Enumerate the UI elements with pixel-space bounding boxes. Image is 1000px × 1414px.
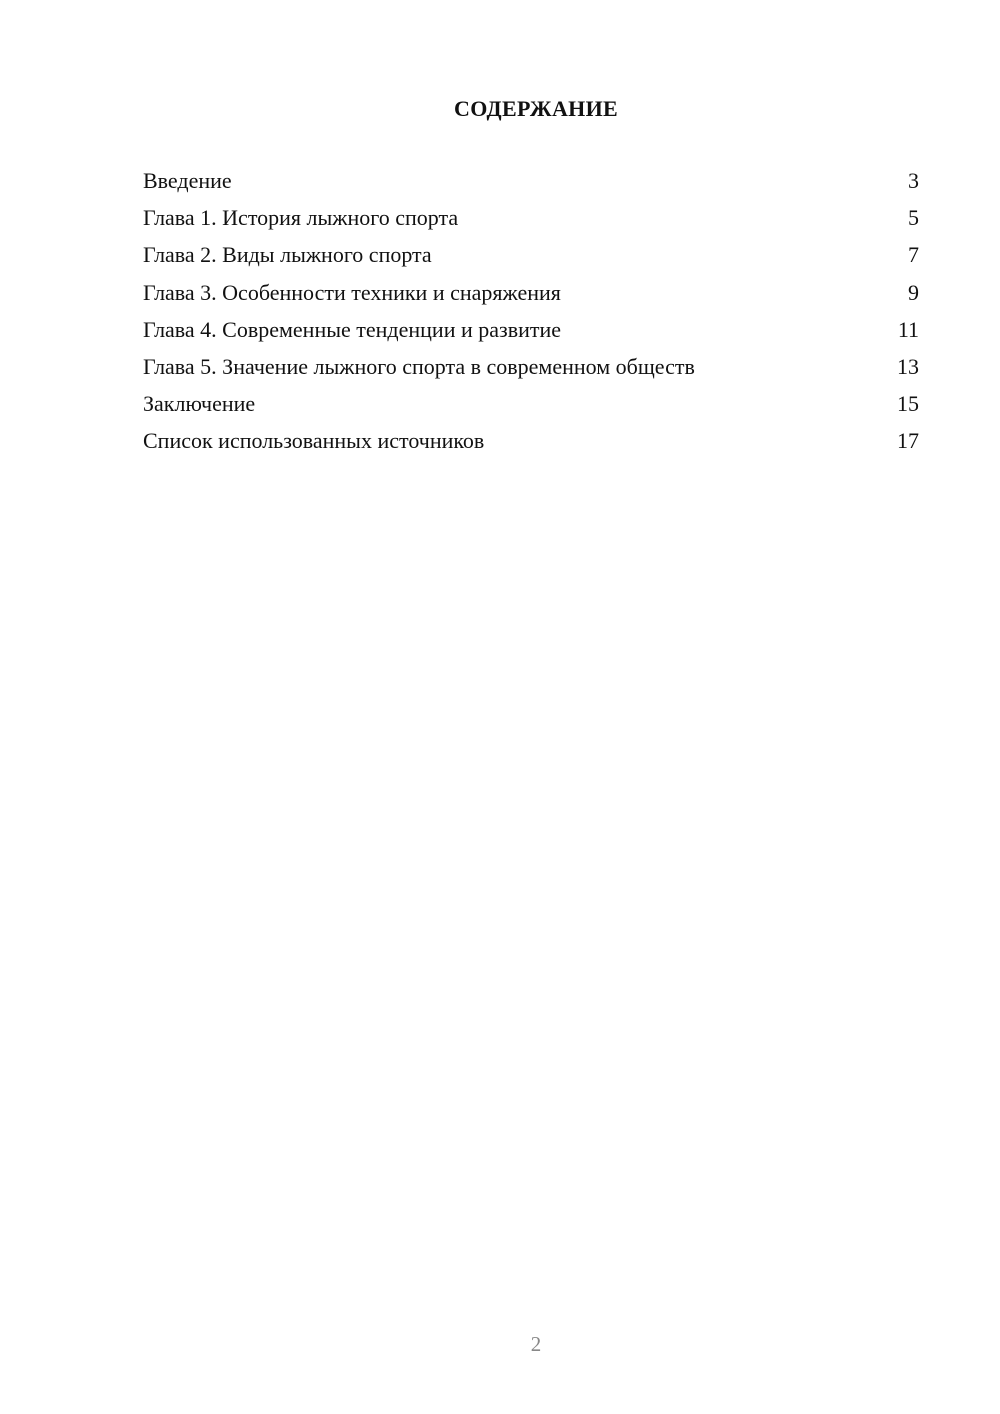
- toc-entry: [143, 428, 919, 465]
- table-of-contents: [143, 168, 919, 466]
- toc-entry-label: Глава 1. История лыжного спорта: [143, 205, 459, 231]
- toc-entry-page: 13: [897, 353, 919, 379]
- toc-entry: [143, 205, 919, 242]
- toc-entry-label: Глава 2. Виды лыжного спорта: [143, 242, 432, 268]
- toc-entry-label: Глава 4. Современные тенденции и развитие: [143, 316, 562, 342]
- toc-entry-label: Список использованных источников: [143, 428, 485, 454]
- toc-entry-page: 5: [908, 205, 919, 231]
- toc-entry-label: Введение: [143, 168, 232, 193]
- toc-entry-page: 3: [908, 168, 919, 193]
- toc-entry: [143, 391, 919, 428]
- toc-entry-page: 15: [897, 391, 919, 417]
- toc-entry: [143, 280, 919, 317]
- toc-entry-page: 11: [897, 316, 919, 342]
- toc-entry-label: Глава 5. Значение лыжного спорта в современном обществ: [143, 353, 695, 379]
- toc-entry-label: Заключение: [143, 391, 256, 417]
- toc-entry: [143, 317, 919, 354]
- toc-entry-page: 7: [908, 242, 919, 268]
- page-title: СОДЕРЖАНИЕ: [454, 96, 618, 121]
- toc-entry: [143, 242, 919, 279]
- page-number: 2: [530, 1332, 542, 1356]
- toc-entry-label: Глава 3. Особенности техники и снаряжения: [143, 279, 561, 305]
- toc-entry: [143, 168, 919, 205]
- toc-entry-page: 17: [897, 428, 919, 454]
- toc-entry: [143, 354, 919, 391]
- toc-entry-page: 9: [908, 279, 919, 305]
